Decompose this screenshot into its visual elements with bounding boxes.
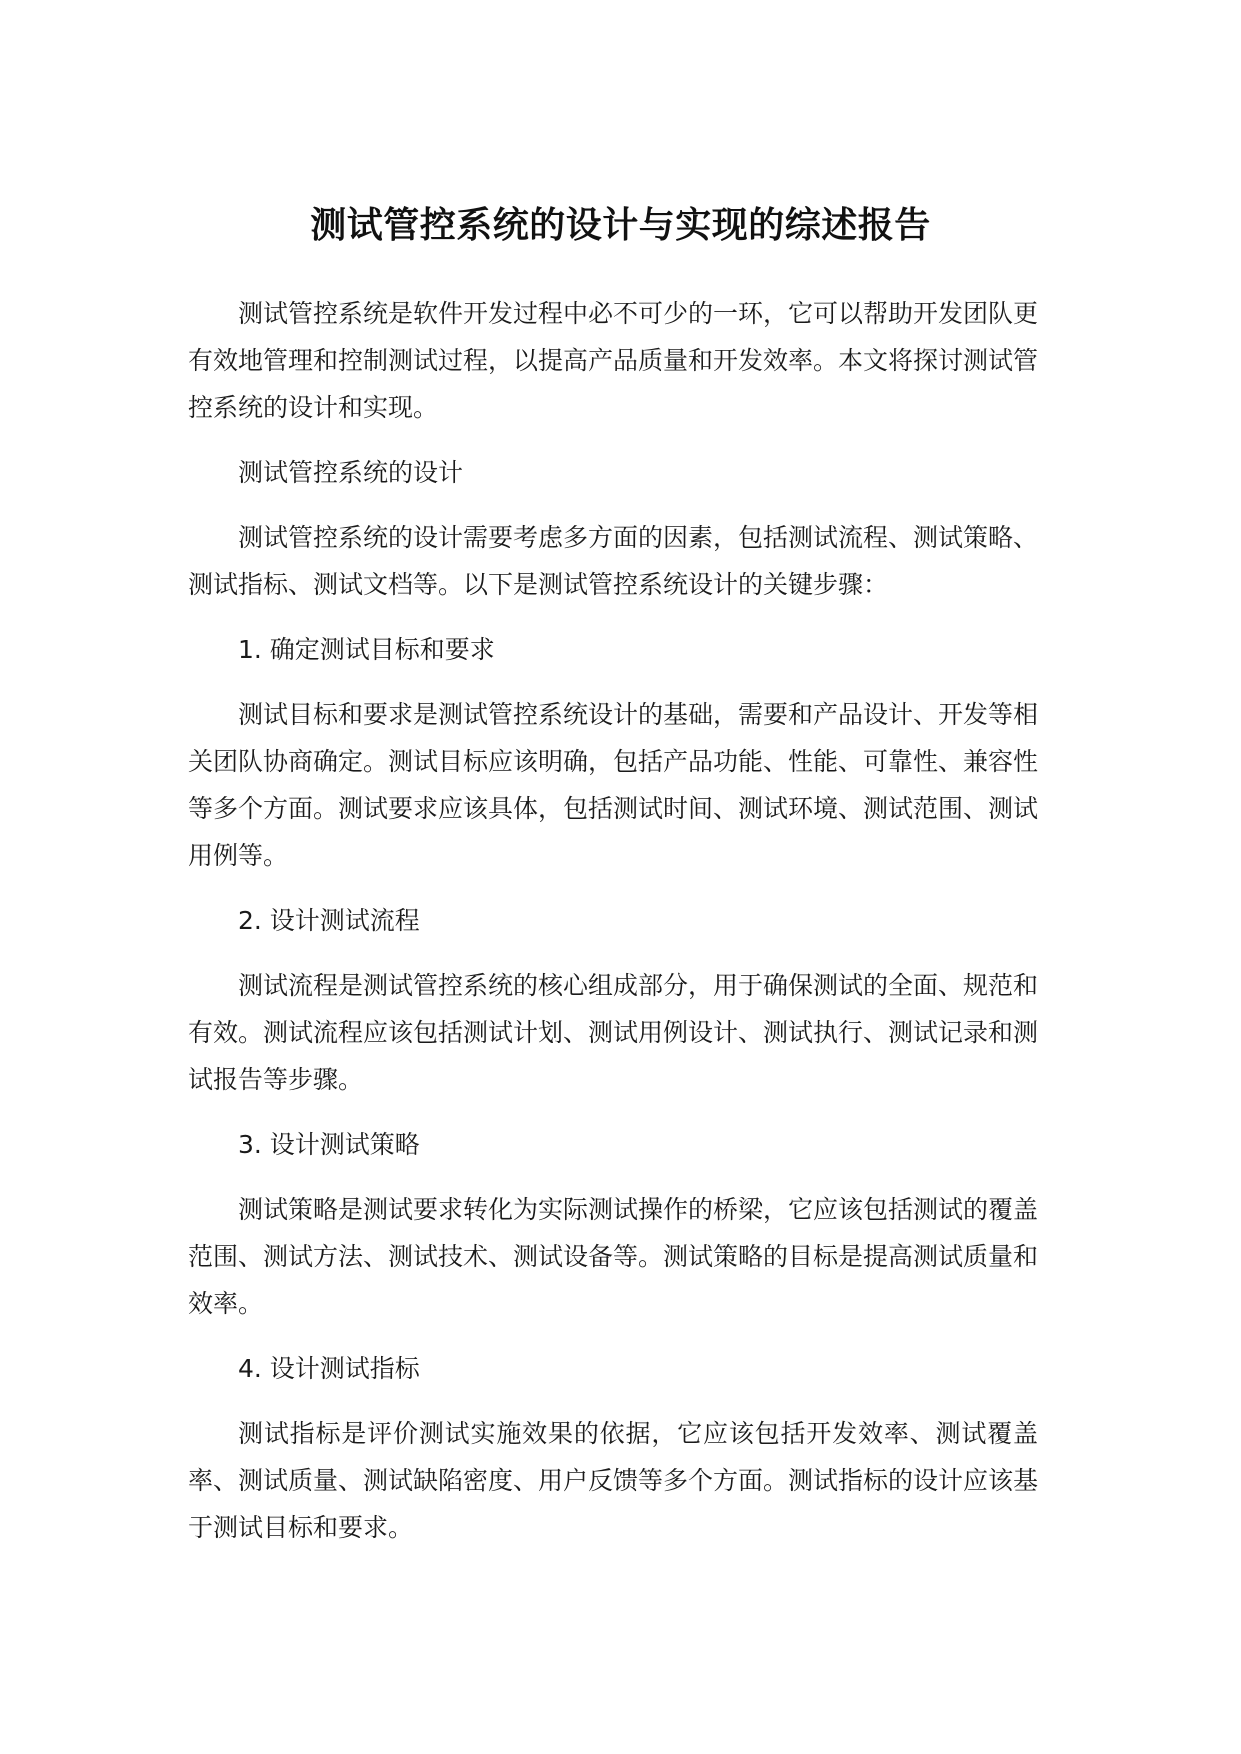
section-heading-design: 测试管控系统的设计 xyxy=(238,458,464,487)
paragraph-intro: 测试管控系统是软件开发过程中必不可少的一环，它可以帮助开发团队更有效地管理和控制测试过程，以提高产品质量和开发效率。本文将探讨测试管控系统的设计和实现。 xyxy=(188,299,1039,422)
paragraph-step-4: 测试指标是评价测试实施效果的依据，它应该包括开发效率、测试覆盖率、测试质量、测试缺陷密度、用户反馈等多个方面。测试指标的设计应该基于测试目标和要求。 xyxy=(188,1419,1039,1542)
document-title: 测试管控系统的设计与实现的综述报告 xyxy=(310,205,931,247)
step-heading-4: 4. 设计测试指标 xyxy=(238,1354,420,1383)
step-heading-1: 1. 确定测试目标和要求 xyxy=(238,635,495,664)
document-body xyxy=(188,290,1038,1569)
step-heading-3: 3. 设计测试策略 xyxy=(238,1130,420,1159)
step-heading-2: 2. 设计测试流程 xyxy=(238,906,420,935)
paragraph-step-3: 测试策略是测试要求转化为实际测试操作的桥梁，它应该包括测试的覆盖范围、测试方法、测试技术、测试设备等。测试策略的目标是提高测试质量和效率。 xyxy=(188,1195,1039,1318)
paragraph-step-1: 测试目标和要求是测试管控系统设计的基础，需要和产品设计、开发等相关团队协商确定。测试目标应该明确，包括产品功能、性能、可靠性、兼容性等多个方面。测试要求应该具体，包括测试时间、测试环境、测试范围、测试用例等。 xyxy=(188,700,1039,870)
paragraph-design-overview: 测试管控系统的设计需要考虑多方面的因素，包括测试流程、测试策略、测试指标、测试文档等。以下是测试管控系统设计的关键步骤： xyxy=(188,523,1039,599)
paragraph-step-2: 测试流程是测试管控系统的核心组成部分，用于确保测试的全面、规范和有效。测试流程应该包括测试计划、测试用例设计、测试执行、测试记录和测试报告等步骤。 xyxy=(188,971,1039,1094)
